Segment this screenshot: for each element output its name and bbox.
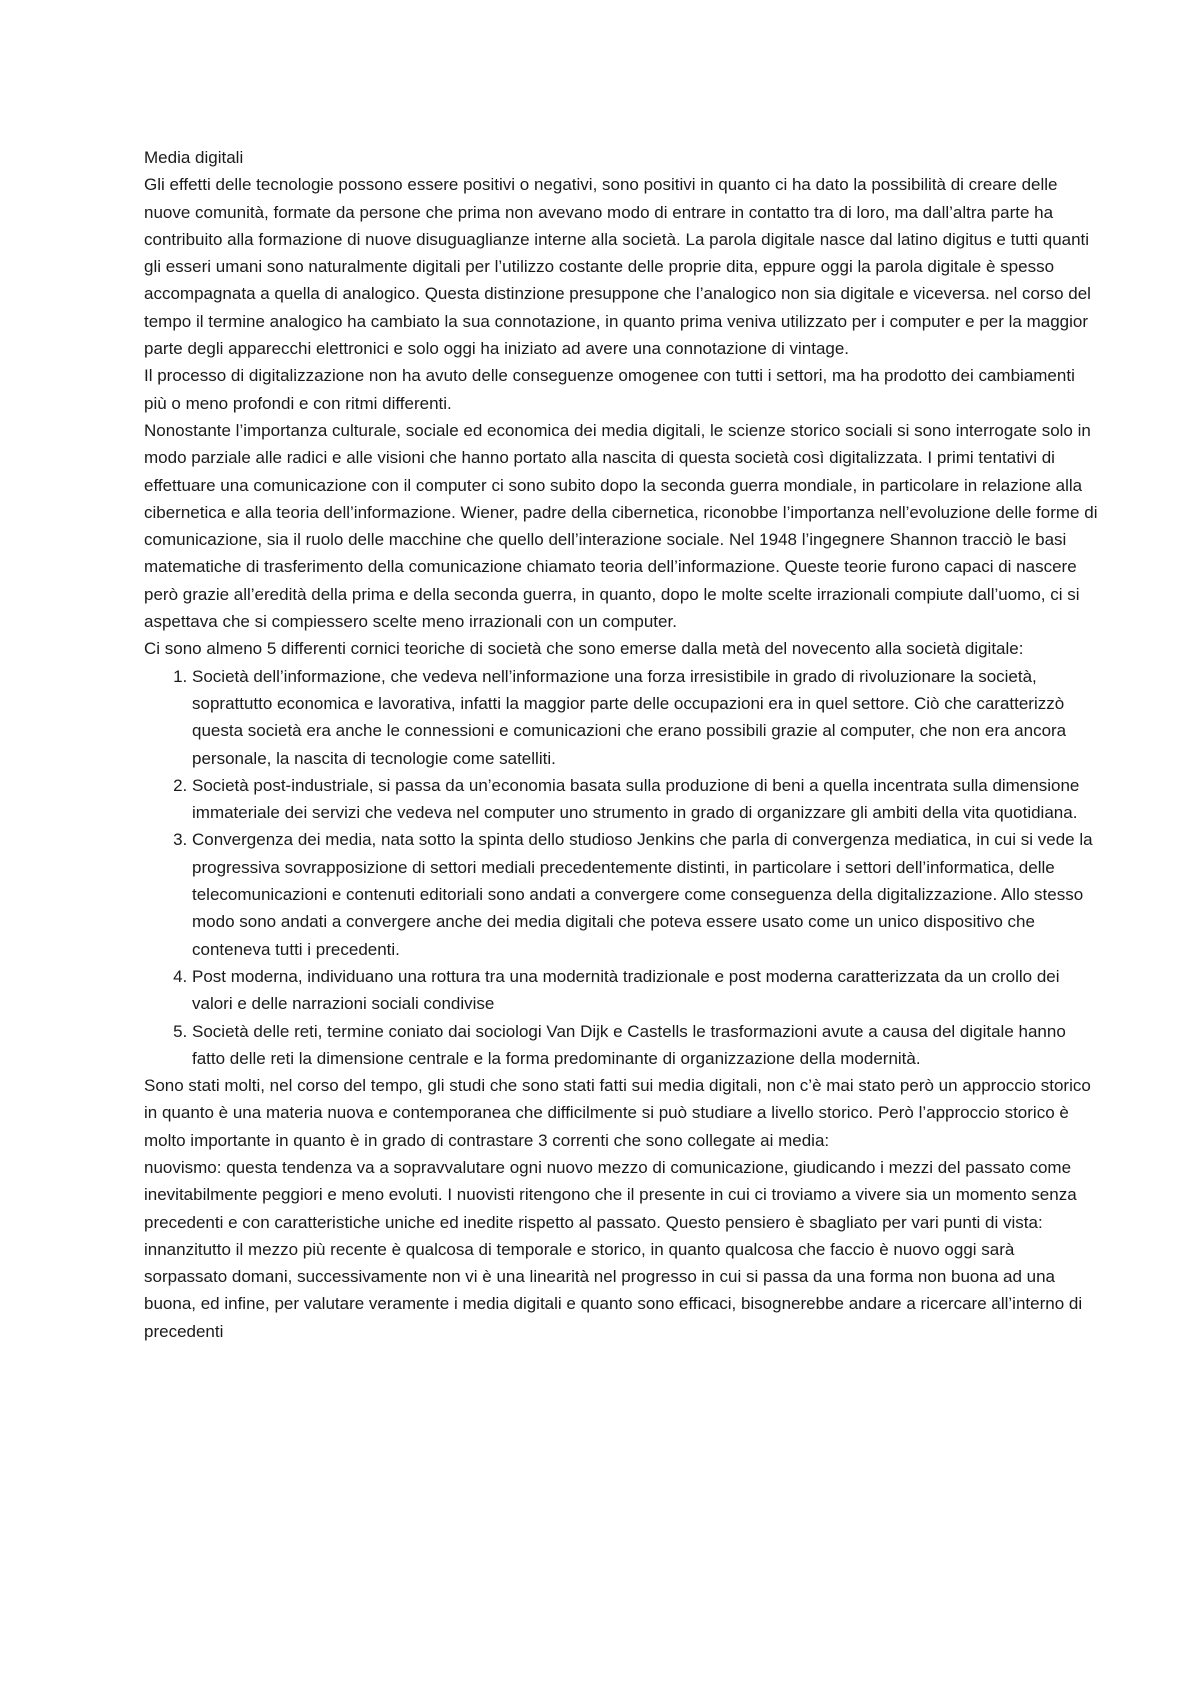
list-item: 3. Convergenza dei media, nata sotto la spinta dello studioso Jenkins che parla di convergenza mediatica, in cui si vede la progressiva sovrapposizione di settori mediali precedentemente distinti, in particolare i settori dell’informatica, delle telecomunicazioni e contenuti editoriali sono andati a convergere come conseguenza della digitalizzazione. Allo stesso modo sono andati a convergere anche dei media digitali che poteva essere usato come un unico dispositivo che conteneva tutti i precedenti. <box>192 826 1099 962</box>
paragraph: Il processo di digitalizzazione non ha avuto delle conseguenze omogenee con tutti i settori, ma ha prodotto dei cambiamenti più o meno profondi e con ritmi differenti. <box>144 366 1075 413</box>
list-item: 5. Società delle reti, termine coniato dai sociologi Van Dijk e Castells le trasformazioni avute a causa del digitale hanno fatto delle reti la dimensione centrale e la forma predominante di organizzazione della modernità. <box>192 1018 1099 1073</box>
society-frameworks-list <box>144 663 1099 1072</box>
paragraph: Ci sono almeno 5 differenti cornici teoriche di società che sono emerse dalla metà del novecento alla società digitale: <box>144 639 1024 659</box>
document-body <box>144 144 1099 1345</box>
list-item: 4. Post moderna, individuano una rottura tra una modernità tradizionale e post moderna caratterizzata da un crollo dei valori e delle narrazioni sociali condivise <box>192 963 1099 1018</box>
document-title: Media digitali <box>144 148 244 167</box>
paragraph: Gli effetti delle tecnologie possono essere positivi o negativi, sono positivi in quanto ci ha dato la possibilità di creare delle nuove comunità, formate da persone che prima non avevano modo di entrare in contatto tra di loro, ma dall’altra parte ha contribuito alla formazione di nuove disuguaglianze interne alla società. La parola digitale nasce dal latino digitus e tutti quanti gli esseri umani sono naturalmente digitali per l’utilizzo costante delle proprie dita, eppure oggi la parola digitale è spesso accompagnata a quella di analogico. Questa distinzione presuppone che l’analogico non sia digitale e viceversa. nel corso del tempo il termine analogico ha cambiato la sua connotazione, in quanto prima veniva utilizzato per i computer e per la maggior parte degli apparecchi elettronici e solo oggi ha iniziato ad avere una connotazione di vintage. <box>144 175 1091 359</box>
list-item: 1. Società dell’informazione, che vedeva nell’informazione una forza irresistibile in grado di rivoluzionare la società, soprattutto economica e lavorativa, infatti la maggior parte delle occupazioni era in quel settore. Ciò che caratterizzò questa società era anche le connessioni e comunicazioni che erano possibili grazie al computer, che non era ancora personale, la nascita di tecnologie come satelliti. <box>192 663 1099 772</box>
paragraph: Nonostante l’importanza culturale, sociale ed economica dei media digitali, le scienze storico sociali si sono interrogate solo in modo parziale alle radici e alle visioni che hanno portato alla nascita di questa società così digitalizzata. I primi tentativi di effettuare una comunicazione con il computer ci sono subito dopo la seconda guerra mondiale, in particolare in relazione alla cibernetica e alla teoria dell’informazione. Wiener, padre della cibernetica, riconobbe l’importanza nell’evoluzione delle forme di comunicazione, sia il ruolo delle macchine che quello dell’interazione sociale. Nel 1948 l’ingegnere Shannon tracciò le basi matematiche di trasferimento della comunicazione chiamato teoria dell’informazione. Queste teorie furono capaci di nascere però grazie all’eredità della prima e della seconda guerra, in quanto, dopo le molte scelte irrazionali compiute dall’uomo, ci si aspettava che si compiessero scelte meno irrazionali con un computer. <box>144 420 1098 632</box>
list-item: 2. Società post-industriale, si passa da un’economia basata sulla produzione di beni a quella incentrata sulla dimensione immateriale dei servizi che vedeva nel computer uno strumento in grado di organizzare gli ambiti della vita quotidiana. <box>192 772 1099 827</box>
paragraph: nuovismo: questa tendenza va a sopravvalutare ogni nuovo mezzo di comunicazione, giudicando i mezzi del passato come inevitabilmente peggiori e meno evoluti. I nuovisti ritengono che il presente in cui ci troviamo a vivere sia un momento senza precedenti e con caratteristiche uniche ed inedite rispetto al passato. Questo pensiero è sbagliato per vari punti di vista: innanzitutto il mezzo più recente è qualcosa di temporale e storico, in quanto qualcosa che faccio è nuovo oggi sarà sorpassato domani, successivamente non vi è una linearità nel progresso in cui si passa da una forma non buona ad una buona, ed infine, per valutare veramente i media digitali e quanto sono efficaci, bisognerebbe andare a ricercare all’interno di precedenti <box>144 1157 1083 1341</box>
paragraph: Sono stati molti, nel corso del tempo, gli studi che sono stati fatti sui media digitali, non c’è mai stato però un approccio storico in quanto è una materia nuova e contemporanea che difficilmente si può studiare a livello storico. Però l’approccio storico è molto importante in quanto è in grado di contrastare 3 correnti che sono collegate ai media: <box>144 1076 1091 1150</box>
